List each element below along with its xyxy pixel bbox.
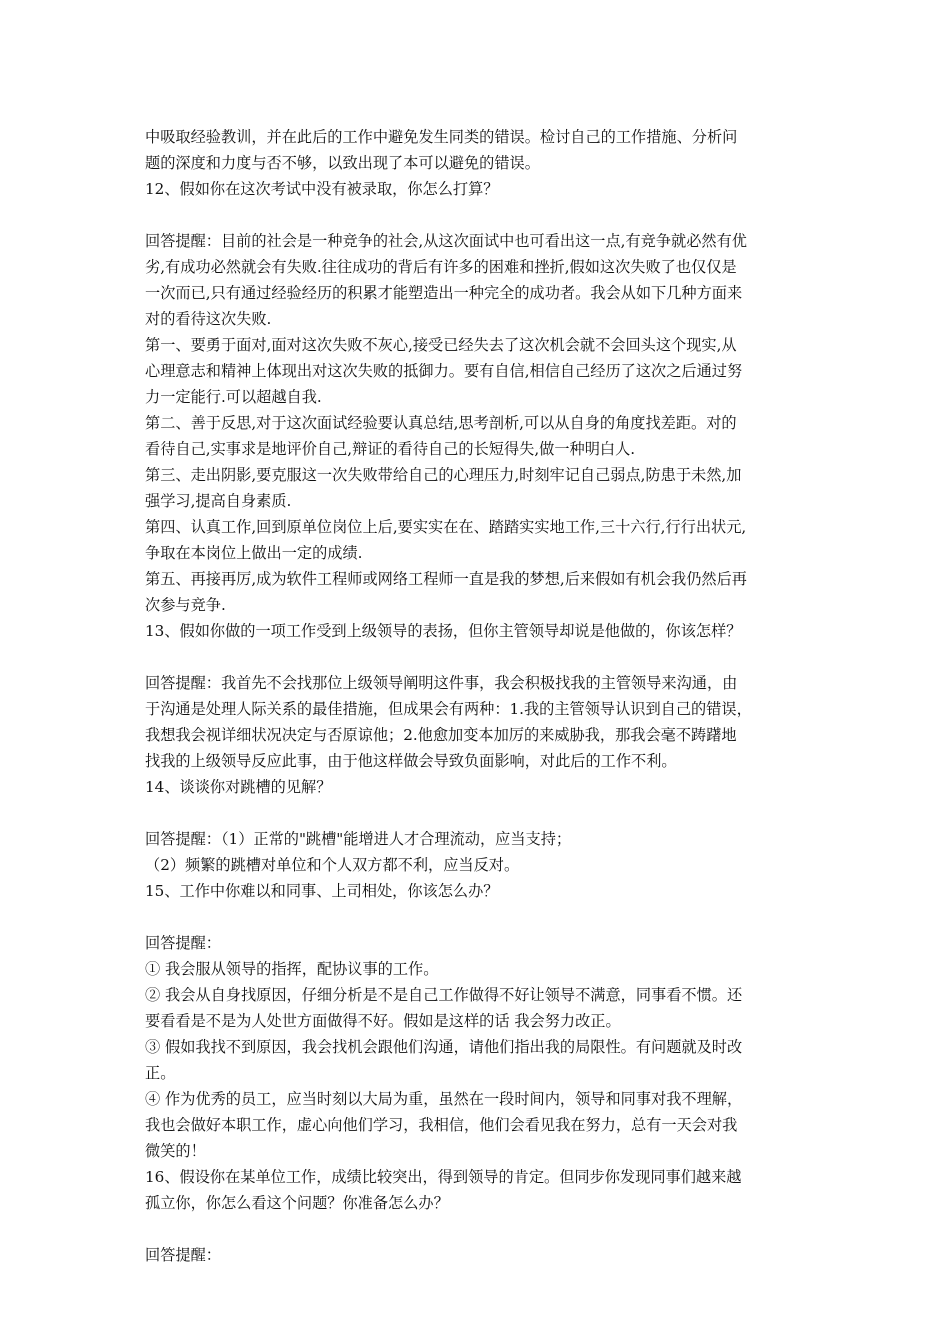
text-line: 我也会做好本职工作，虚心向他们学习，我相信，他们会看见我在努力，总有一天会对我 xyxy=(145,1116,738,1134)
text-line: 13、假如你做的一项工作受到上级领导的表扬，但你主管领导却说是他做的，你该怎样？ xyxy=(145,622,742,640)
blank-line xyxy=(145,800,815,826)
text-line: ④ 作为优秀的员工，应当时刻以大局为重，虽然在一段时间内，领导和同事对我不理解， xyxy=(145,1090,743,1108)
text-line: ① 我会服从领导的指挥，配协议事的工作。 xyxy=(145,960,439,978)
text-line: 回答提醒： xyxy=(145,934,221,952)
text-line: 争取在本岗位上做出一定的成绩. xyxy=(145,544,363,562)
text-line: 14、谈谈你对跳槽的见解？ xyxy=(145,778,332,796)
text-line: 16、假设你在某单位工作，成绩比较突出，得到领导的肯定。但同步你发现同事们越来越 xyxy=(145,1168,742,1186)
text-line: 我想我会视详细状况决定与否原谅他；2.他愈加变本加厉的来威胁我，那我会毫不踌躇地 xyxy=(145,726,737,744)
text-line: 看待自己,实事求是地评价自己,辩证的看待自己的长短得失,做一种明白人. xyxy=(145,440,636,458)
text-line: 要看看是不是为人处世方面做得不好。假如是这样的话 我会努力改正。 xyxy=(145,1012,621,1030)
blank-line xyxy=(145,1216,815,1242)
text-line: 回答提醒：我首先不会找那位上级领导阐明这件事，我会积极找我的主管领导来沟通，由 xyxy=(145,674,738,692)
text-line: 正。 xyxy=(145,1064,176,1082)
text-line: 次参与竞争. xyxy=(145,596,226,614)
text-line: 对的看待这次失败. xyxy=(145,310,272,328)
text-line: 第三、走出阴影,要克服这一次失败带给自己的心理压力,时刻牢记自己弱点,防患于未然,加 xyxy=(145,466,742,484)
blank-line xyxy=(145,644,815,670)
text-line: 题的深度和力度与否不够，以致出现了本可以避免的错误。 xyxy=(145,154,540,172)
text-line: 回答提醒：目前的社会是一种竞争的社会,从这次面试中也可看出这一点,有竞争就必然有优 xyxy=(145,232,747,250)
text-line: 力一定能行.可以超越自我. xyxy=(145,388,322,406)
text-line: 15、工作中你难以和同事、上司相处，你该怎么办？ xyxy=(145,882,499,900)
text-line: 回答提醒：（1）正常的"跳槽"能增进人才合理流动，应当支持； xyxy=(145,830,572,848)
text-line: 孤立你，你怎么看这个问题？你准备怎么办？ xyxy=(145,1194,449,1212)
text-line: 第二、善于反思,对于这次面试经验要认真总结,思考剖析,可以从自身的角度找差距。对的 xyxy=(145,414,737,432)
text-line: 回答提醒： xyxy=(145,1246,221,1264)
text-line: 心理意志和精神上体现出对这次失败的抵御力。要有自信,相信自己经历了这次之后通过努 xyxy=(145,362,743,380)
text-line: 找我的上级领导反应此事，由于他这样做会导致负面影响，对此后的工作不利。 xyxy=(145,752,677,770)
text-line: 微笑的！ xyxy=(145,1142,206,1160)
text-line: ② 我会从自身找原因，仔细分析是不是自己工作做得不好让领导不满意，同事看不惯。还 xyxy=(145,986,743,1004)
blank-line xyxy=(145,202,815,228)
text-line: （2）频繁的跳槽对单位和个人双方都不利，应当反对。 xyxy=(145,856,520,874)
text-line: 第一、要勇于面对,面对这次失败不灰心,接受已经失去了这次机会就不会回头这个现实,从 xyxy=(145,336,737,354)
text-line: 12、假如你在这次考试中没有被录取，你怎么打算？ xyxy=(145,180,499,198)
blank-line xyxy=(145,904,815,930)
text-line: 劣,有成功必然就会有失败.往往成功的背后有许多的困难和挫折,假如这次失败了也仅仅是 xyxy=(145,258,737,276)
text-line: 第五、再接再厉,成为软件工程师或网络工程师一直是我的梦想,后来假如有机会我仍然后再 xyxy=(145,570,747,588)
text-line: 中吸取经验教训，并在此后的工作中避免发生同类的错误。检讨自己的工作措施、分析问 xyxy=(145,128,738,146)
text-line: 第四、认真工作,回到原单位岗位上后,要实实在在、踏踏实实地工作,三十六行,行行出状元, xyxy=(145,518,747,536)
text-line: 强学习,提高自身素质. xyxy=(145,492,292,510)
text-line: 于沟通是处理人际关系的最佳措施，但成果会有两种：1.我的主管领导认识到自己的错误， xyxy=(145,700,752,718)
text-line: ③ 假如我找不到原因，我会找机会跟他们沟通，请他们指出我的局限性。有问题就及时改 xyxy=(145,1038,743,1056)
document-page xyxy=(145,124,815,1268)
text-line: 一次而已,只有通过经验经历的积累才能塑造出一种完全的成功者。我会从如下几种方面来 xyxy=(145,284,743,302)
